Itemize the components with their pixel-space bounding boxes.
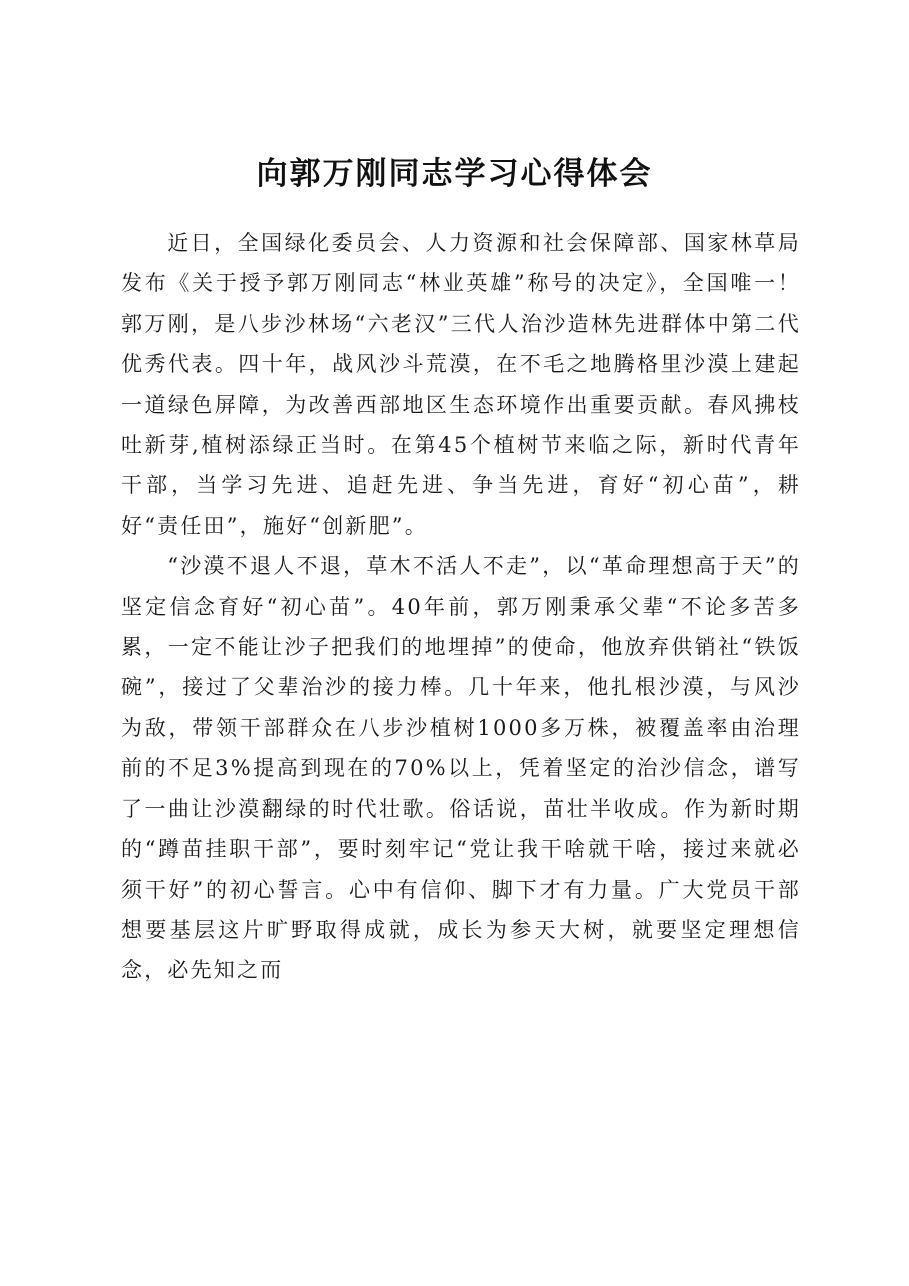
paragraph-2: “沙漠不退人不退，草木不活人不走”，以“革命理想高于天”的坚定信念育好“初心苗”。40年前，郭万刚秉承父辈“不论多苦多累，一定不能让沙子把我们的地埋掉”的使命，他放弃供销社“铁饭碗”，接过了父辈治沙的接力棒。几十年来，他扎根沙漠，与风沙为敌，带领干部群众在八步沙植树1000多万株，被覆盖率由治理前的不足3%提高到现在的70%以上，凭着坚定的治沙信念，谱写了一曲让沙漠翻绿的时代壮歌。俗话说，苗壮半收成。作为新时期的“蹲苗挂职干部”，要时刻牢记“党让我干啥就干啥，接过来就必须干好”的初心誓言。心中有信仰、脚下才有力量。广大党员干部想要基层这片旷野取得成就，成长为参天大树，就要坚定理想信念，必先知之而 xyxy=(121,554,801,983)
document-body xyxy=(121,223,801,991)
paragraph-1: 近日，全国绿化委员会、人力资源和社会保障部、国家林草局发布《关于授予郭万刚同志“林业英雄”称号的决定》，全国唯一！郭万刚，是八步沙林场“六老汉”三代人治沙造林先进群体中第二代优秀代表。四十年，战风沙斗荒漠，在不毛之地腾格里沙漠上建起一道绿色屏障，为改善西部地区生态环境作出重要贡献。春风拂枝吐新芽,植树添绿正当时。在第45个植树节来临之际，新时代青年干部，当学习先进、追赶先进、争当先进，育好“初心苗”，耕好“责任田”，施好“创新肥”。 xyxy=(121,231,801,538)
document-title: 向郭万刚同志学习心得体会 xyxy=(256,156,653,192)
